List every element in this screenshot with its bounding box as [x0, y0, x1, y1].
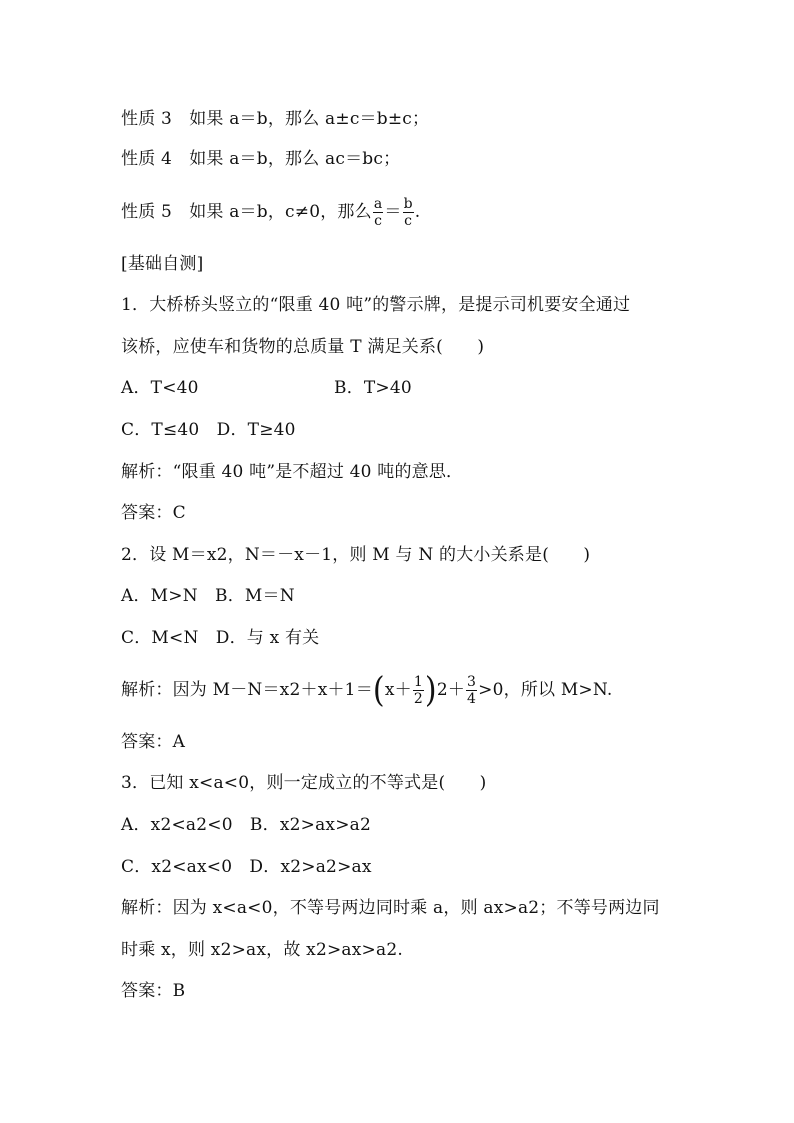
q3-analysis-line1: 解析：因为 x<a<0，不等号两边同时乘 a，则 ax>a2；不等号两边同	[121, 898, 660, 918]
q1-option-a: A．T<40	[121, 378, 199, 398]
q1-stem-line1: 1．大桥桥头竖立的“限重 40 吨”的警示牌，是提示司机要安全通过	[121, 295, 631, 315]
q3-analysis-line2: 时乘 x，则 x2>ax，故 x2>ax>a2.	[121, 940, 403, 960]
q3-answer: 答案：B	[121, 981, 186, 1001]
q1-analysis: 解析：“限重 40 吨”是不超过 40 吨的意思．	[121, 462, 464, 482]
fraction-three-quarters: $\frac{3}{4}$	[467, 674, 477, 707]
fraction-one-half: $\frac{1}{2}$	[413, 674, 423, 707]
property-5-text: 性质 5 如果 a＝b，c≠0，那么	[121, 202, 372, 222]
property-4: 性质 4 如果 a＝b，那么 ac＝bc；	[121, 149, 401, 169]
q2-analysis: 解析：因为 M－N＝x2＋x＋1＝(x＋ $\frac{1}{2}$ )2＋ $\frac{3}{4}$ >0，所以 M>N.	[121, 669, 613, 711]
q1-answer: 答案：C	[121, 503, 186, 523]
q3-options-cd: C．x2<ax<0 D．x2>a2>ax	[121, 857, 372, 877]
q3-stem: 3．已知 x<a<0，则一定成立的不等式是( )	[121, 773, 487, 793]
q1-options-cd: C．T≤40 D．T≥40	[121, 420, 296, 440]
fraction-b-over-c: $\frac{b}{c}$	[403, 196, 413, 229]
q1-option-b: B．T>40	[334, 378, 412, 398]
q3-options-ab: A．x2<a2<0 B．x2>ax>a2	[121, 815, 371, 835]
property-5: 性质 5 如果 a＝b，c≠0，那么 $\frac{a}{c}$ ＝ $\frac{b}{c}$ .	[121, 196, 421, 229]
section-title: [基础自测]	[121, 254, 204, 274]
q2-answer: 答案：A	[121, 732, 186, 752]
fraction-a-over-c: $\frac{a}{c}$	[373, 196, 383, 229]
property-3: 性质 3 如果 a＝b，那么 a±c＝b±c；	[121, 109, 430, 129]
q2-options-cd: C．M<N D．与 x 有关	[121, 628, 320, 648]
q1-stem-line2: 该桥，应使车和货物的总质量 T 满足关系( )	[121, 337, 485, 357]
q2-options-ab: A．M>N B．M＝N	[121, 586, 295, 606]
q2-stem: 2．设 M＝x2，N＝－x－1，则 M 与 N 的大小关系是( )	[121, 545, 591, 565]
